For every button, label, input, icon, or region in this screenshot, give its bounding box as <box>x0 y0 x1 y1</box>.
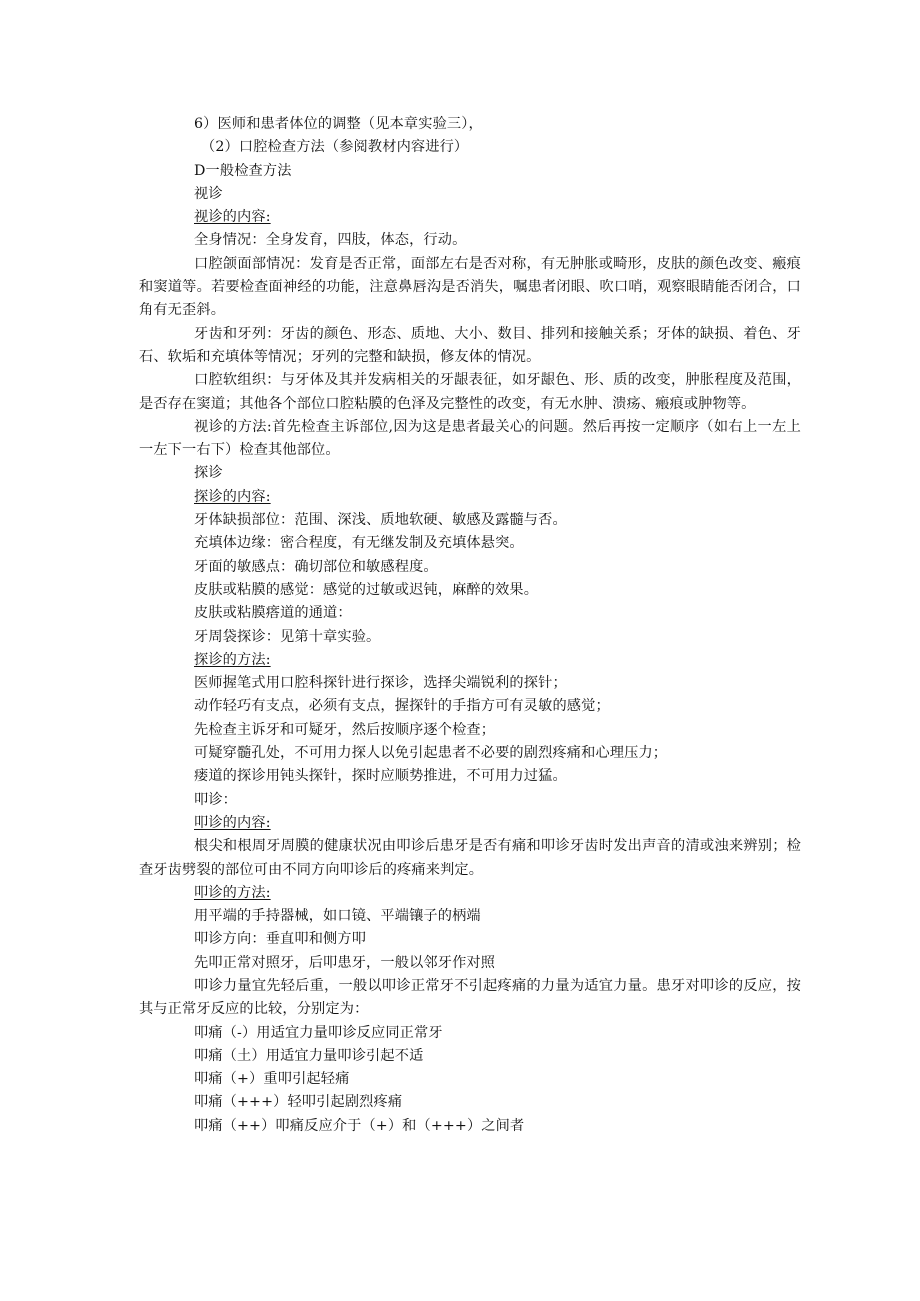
text-line: 牙周袋探诊：见第十章实验。 <box>194 628 381 645</box>
text-line: 全身情况：全身发育，四肢，体态，行动。 <box>194 232 467 249</box>
text-line: 先检查主诉牙和可疑牙，然后按顺序逐个检查； <box>194 721 496 738</box>
text-line: 牙体缺损部位：范围、深浅、质地软硬、敏感及露髓与否。 <box>194 512 567 529</box>
text-line: 叩痛（-）用适宜力量叩诊反应同正常牙 <box>194 1024 443 1041</box>
subheading <box>139 812 801 835</box>
paragraph: 口腔软组织：与牙体及其并发病相关的牙龈表征，如牙龈色、形、质的改变，肿胀程度及范围，是否存在窦道；其他各个部位口腔粘膜的色泽及完整性的改变，有无水肿、溃疡、瘢痕或肿物等。 <box>139 372 801 412</box>
paragraph: 根尖和根周牙周膜的健康状况由叩诊后患牙是否有痛和叩诊牙齿时发出声音的清或浊来辨别；检查牙齿劈裂的部位可由不同方向叩诊后的疼痛来判定。 <box>139 838 801 878</box>
text-line: 6）医师和患者体位的调整（见本章实验三）， <box>194 116 483 132</box>
text-line: 用平端的手持器械，如口镜、平端镶子的柄端 <box>194 908 481 925</box>
text-line: 先叩正常对照牙，后叩患牙，一般以邻牙作对照 <box>194 954 496 971</box>
subheading <box>139 649 801 672</box>
underlined-label: 视诊的内容: <box>194 209 271 226</box>
text-line: 牙面的敏感点：确切部位和敏感程度。 <box>194 558 438 575</box>
document-body <box>139 113 801 1138</box>
text-line: 皮肤或粘膜的感觉：感觉的过敏或迟钝，麻醉的效果。 <box>194 581 539 598</box>
text-line: 医师握笔式用口腔科探针进行探诊，选择尖端锐利的探针； <box>194 675 567 692</box>
subheading <box>139 206 801 229</box>
text-line: 叩诊方向：垂直叩和侧方叩 <box>194 931 367 948</box>
underlined-label: 叩诊的内容: <box>194 814 271 831</box>
paragraph: 视诊的方法:首先检查主诉部位,因为这是患者最关心的问题。然后再按一定顺序（如右上一左上一左下一右下）检查其他部位。 <box>139 418 801 459</box>
section-heading: 视诊 <box>194 185 223 202</box>
section-heading: 探诊 <box>194 465 223 482</box>
paragraph: 口腔颌面部情况：发育是否正常，面部左右是否对称，有无肿胀或畸形，皮肤的颜色改变、瘢痕和窦道等。若要检查面神经的功能，注意鼻唇沟是否消失，嘱患者闭眼、吹口哨，观察眼睛能否闭合，口角有无歪斜。 <box>139 255 801 319</box>
text-line: 叩痛（+）重叩引起轻痛 <box>194 1071 350 1088</box>
text-line: 动作轻巧有支点，必须有支点，握探针的手指方可有灵敏的感觉； <box>194 698 610 715</box>
text-line: 充填体边缘：密合程度，有无继发制及充填体悬突。 <box>194 535 524 552</box>
text-line: 叩痛（土）用适宜力量叩诊引起不适 <box>194 1047 424 1064</box>
subheading <box>139 882 801 905</box>
text-line: （2）口腔检查方法（参阅教材内容进行） <box>201 139 469 156</box>
text-line: 皮肤或粘膜瘩道的通道： <box>194 605 352 622</box>
text-line: 叩痛（+++）轻叩引起剧烈疼痛 <box>194 1094 403 1111</box>
paragraph: 牙齿和牙列：牙齿的颜色、形态、质地、大小、数目、排列和接触关系；牙体的缺损、着色、牙石、软垢和充填体等情况；牙列的完整和缺损，修友体的情况。 <box>139 325 801 365</box>
underlined-label: 探诊的方法: <box>194 651 271 668</box>
text-line: 可疑穿髓孔处，不可用力探人以免引起患者不必要的剧烈疼痛和心理压力； <box>194 745 668 762</box>
section-heading: D一般检查方法 <box>194 162 292 179</box>
text-line: 瘘道的探诊用钝头探针，探时应顺势推进，不可用力过猛。 <box>194 768 567 785</box>
paragraph: 叩诊力量宜先轻后重，一般以叩诊正常牙不引起疼痛的力量为适宜力量。患牙对叩诊的反应，按其与正常牙反应的比较，分别定为： <box>139 977 801 1018</box>
underlined-label: 叩诊的方法: <box>194 884 271 901</box>
subheading <box>139 486 801 509</box>
section-heading: 叩诊： <box>194 791 238 808</box>
underlined-label: 探诊的内容: <box>194 488 271 505</box>
text-line: 叩痛（++）叩痛反应介于（+）和（+++）之间者 <box>194 1117 525 1134</box>
